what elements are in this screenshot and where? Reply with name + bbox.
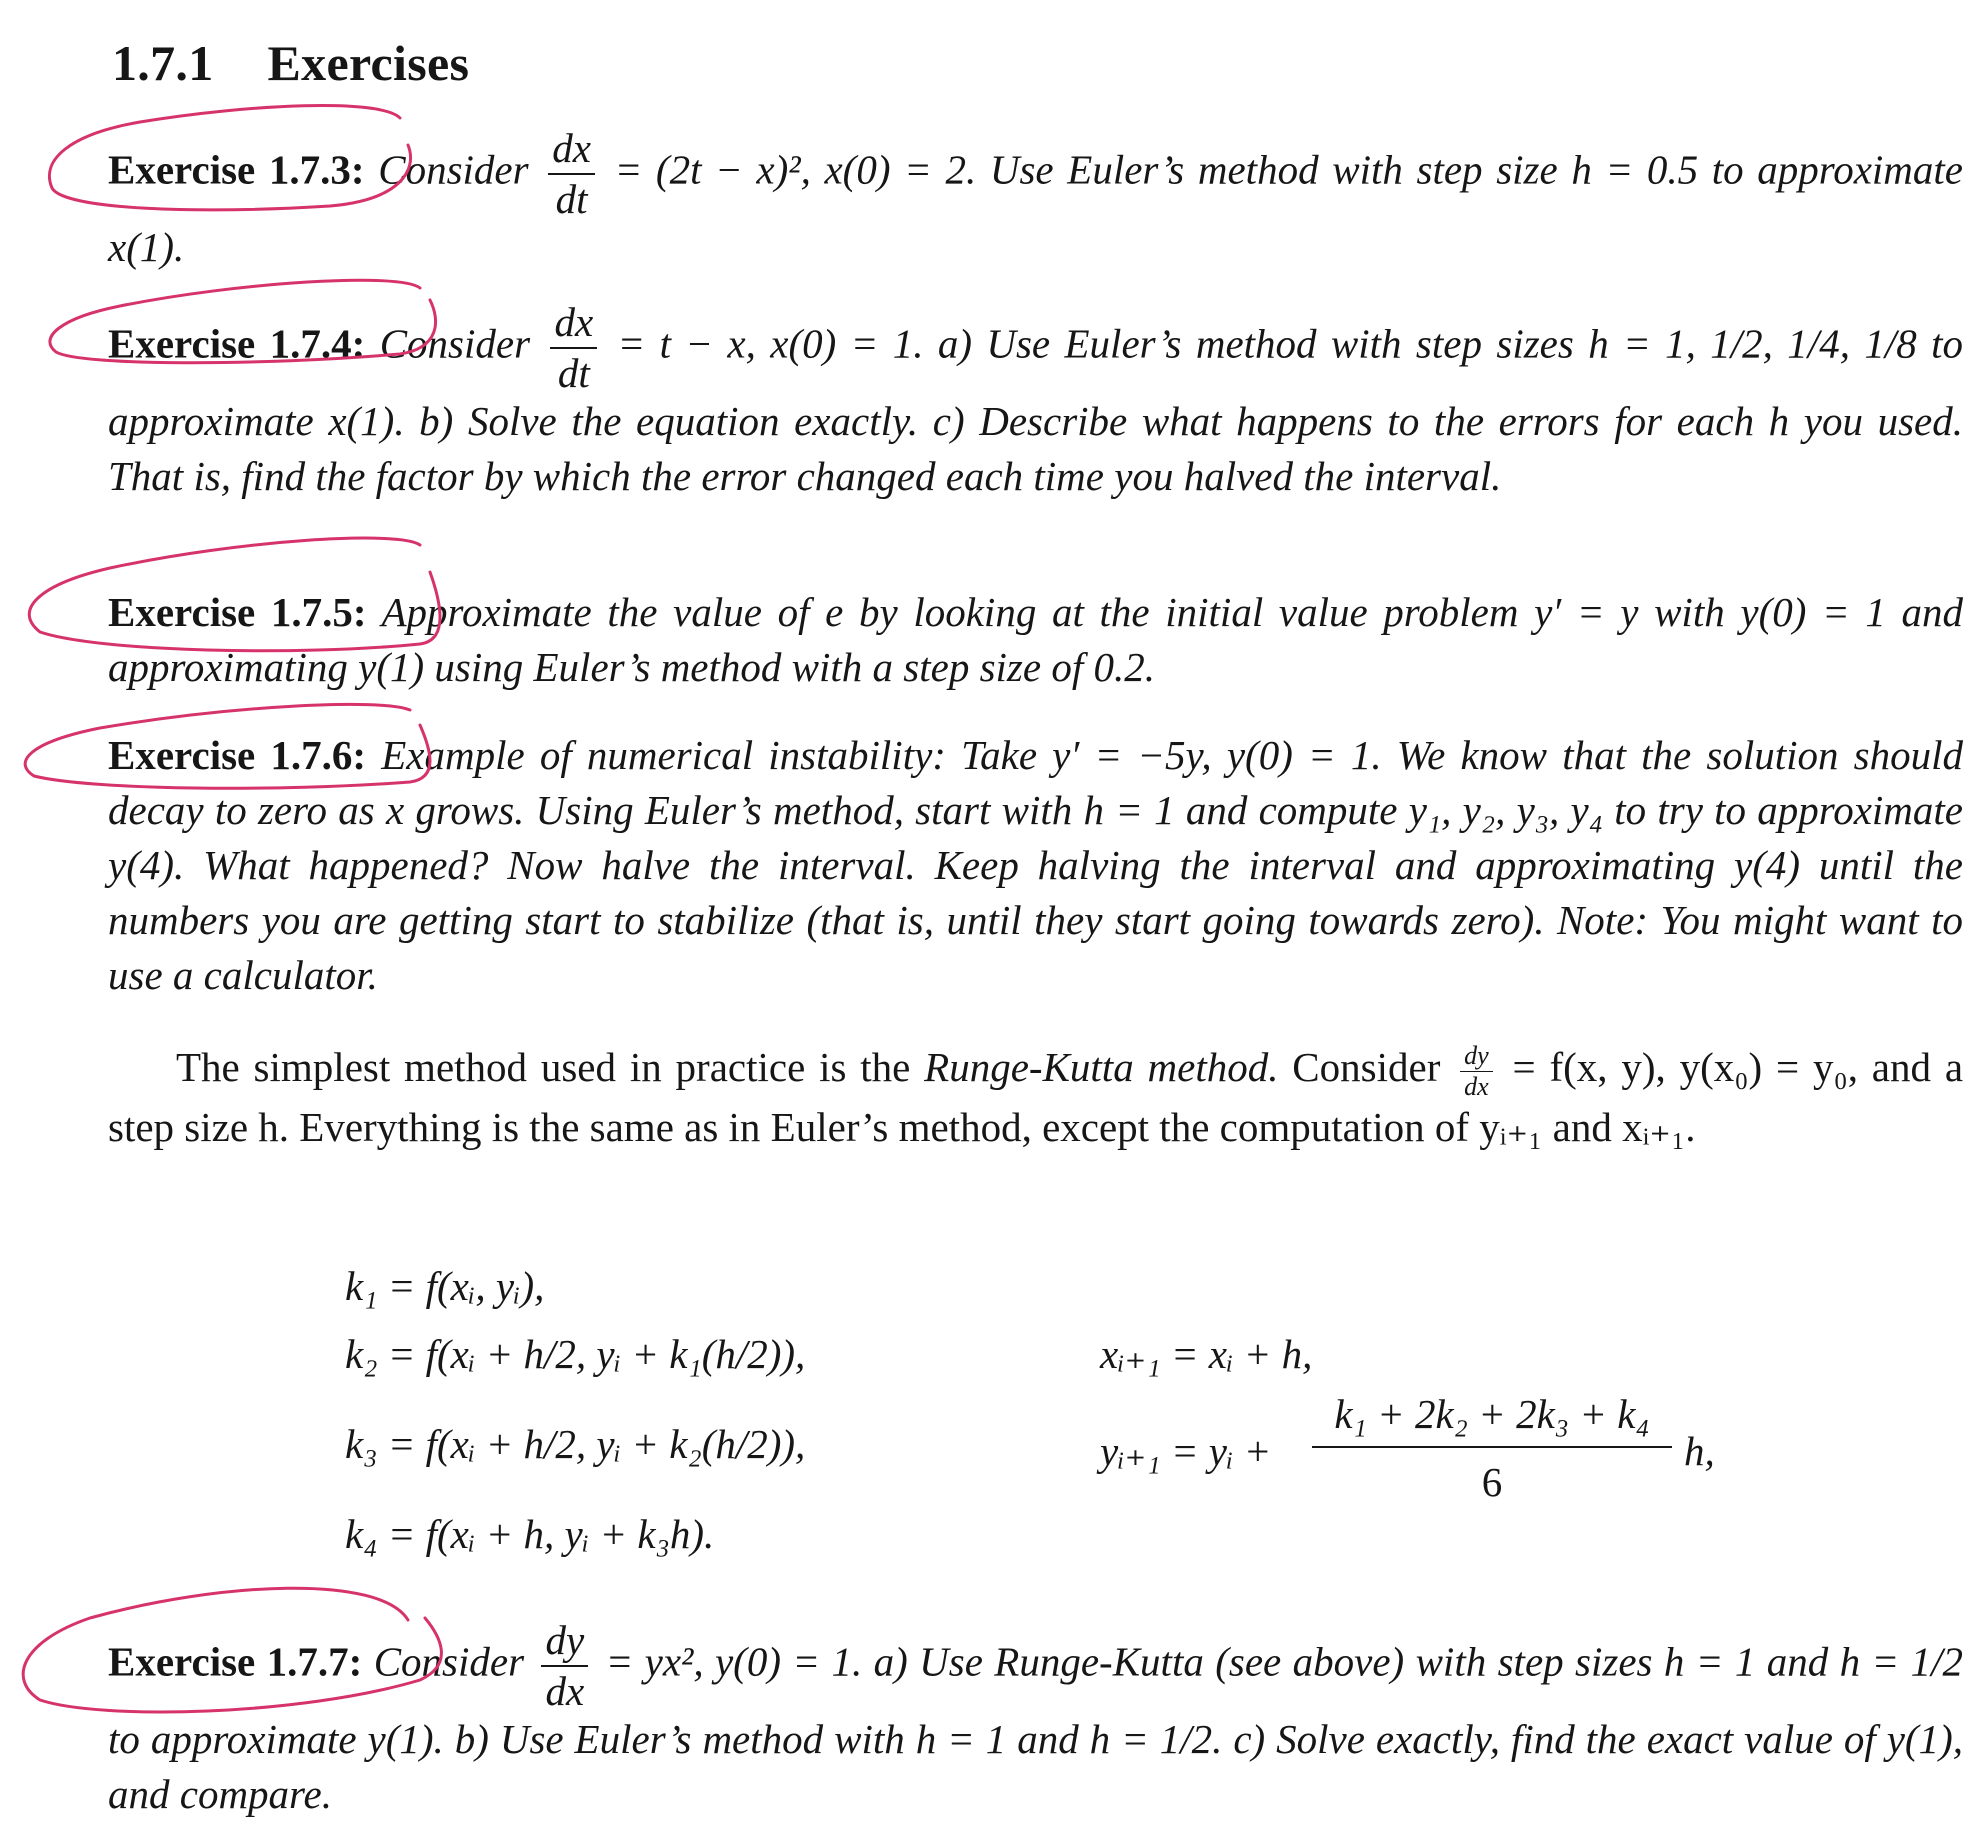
paragraph-part1: The simplest method used in practice is the [176,1044,911,1090]
rk-denominator: 6 [1481,1459,1503,1505]
exercise-1-7-5 [108,585,1963,695]
exercise-text: Example of numerical instability: Take y′ = −5y, y(0) = 1. We know that the solution should decay to zero as x grows. Using Euler’s method, start with h = 1 and compute y₁, y₂, y₃, y₄ to try to approximate y(4). What happened? Now halve the interval. Keep halving the interval and approximating y(4) until the numbers you are getting start to stabilize (that is, until they start going towards zero). Note: You might want to use a calculator. [108,732,1964,998]
formula-x-next: xᵢ₊₁ = xᵢ + h, [1100,1331,1313,1377]
exercise-label: Exercise 1.7.3: [108,146,365,193]
section-heading [112,34,469,92]
exercise-lead: Consider [379,320,531,367]
formula-k1: k₁ = f(xᵢ, yᵢ), [345,1263,545,1309]
formula-k4: k₄ = f(xᵢ + h, yᵢ + k₃h). [345,1511,715,1557]
rk-numerator: k₁ + 2k₂ + 2k₃ + k₄ [1312,1390,1672,1448]
exercise-1-7-4 [108,299,1964,504]
dy-dx-fraction: $\frac{dy}{dx}$ [1460,1043,1493,1100]
exercise-label: Exercise 1.7.4: [108,320,366,367]
exercise-label: Exercise 1.7.7: [108,1638,363,1685]
exercise-text: = t − x, x(0) = 1. a) Use Euler’s method with step sizes h = 1, 1/2, 1/4, 1/8 to approximate x(1). b) Solve the equation exactly. c) Describe what happens to the errors for each h you used. That is, find the factor by which the error changed each time you halved the interval. [108,320,1964,499]
formula-y-next-tail: h, [1684,1428,1715,1474]
formula-k2: k₂ = f(xᵢ + h/2, yᵢ + k₁(h/2)), [345,1331,806,1377]
exercise-lead: Consider [378,146,529,193]
exercise-1-7-7 [108,1617,1964,1822]
exercise-label: Exercise 1.7.5: [108,589,367,635]
exercise-1-7-6 [108,728,1963,1003]
exercise-lead: Consider [373,1638,525,1685]
derivative-fraction: $\frac{dx}{dt}$ [548,128,595,220]
formula-y-next-lhs: yᵢ₊₁ = yᵢ + [1100,1428,1272,1474]
paragraph-part2: Consider [1292,1044,1441,1090]
exercise-label: Exercise 1.7.6: [108,732,367,778]
exercise-text: = (2t − x)², x(0) = 2. Use Euler’s method with step size h = 0.5 to approximate x(1). [108,146,1964,270]
derivative-fraction: $\frac{dx}{dt}$ [550,302,597,394]
runge-kutta-paragraph [108,1040,1963,1155]
section-number: 1.7.1 [112,35,214,91]
paragraph-part3: = f(x, y), y(x₀) = y₀, and a step size h. Everything is the same as in Euler’s method, except the computation of yᵢ₊₁ and xᵢ₊₁. [108,1044,1964,1151]
exercise-text: Approximate the value of e by looking at the initial value problem y′ = y with y(0) = 1 and approximating y(1) using Euler’s method with a step size of 0.2. [108,589,1964,690]
exercise-1-7-3 [108,125,1964,275]
section-title: Exercises [267,35,470,91]
rk-weighted-fraction [1312,1390,1672,1506]
method-name: Runge-Kutta method. [924,1044,1279,1090]
derivative-fraction: $\frac{dy}{dx}$ [541,1620,588,1712]
formula-k3: k₃ = f(xᵢ + h/2, yᵢ + k₂(h/2)), [345,1421,806,1467]
exercise-text: = yx², y(0) = 1. a) Use Runge-Kutta (see above) with step sizes h = 1 and h = 1/2 to approximate y(1). b) Use Euler’s method with h = 1 and h = 1/2. c) Solve exactly, find the exact value of y(1), and compare. [108,1638,1964,1817]
